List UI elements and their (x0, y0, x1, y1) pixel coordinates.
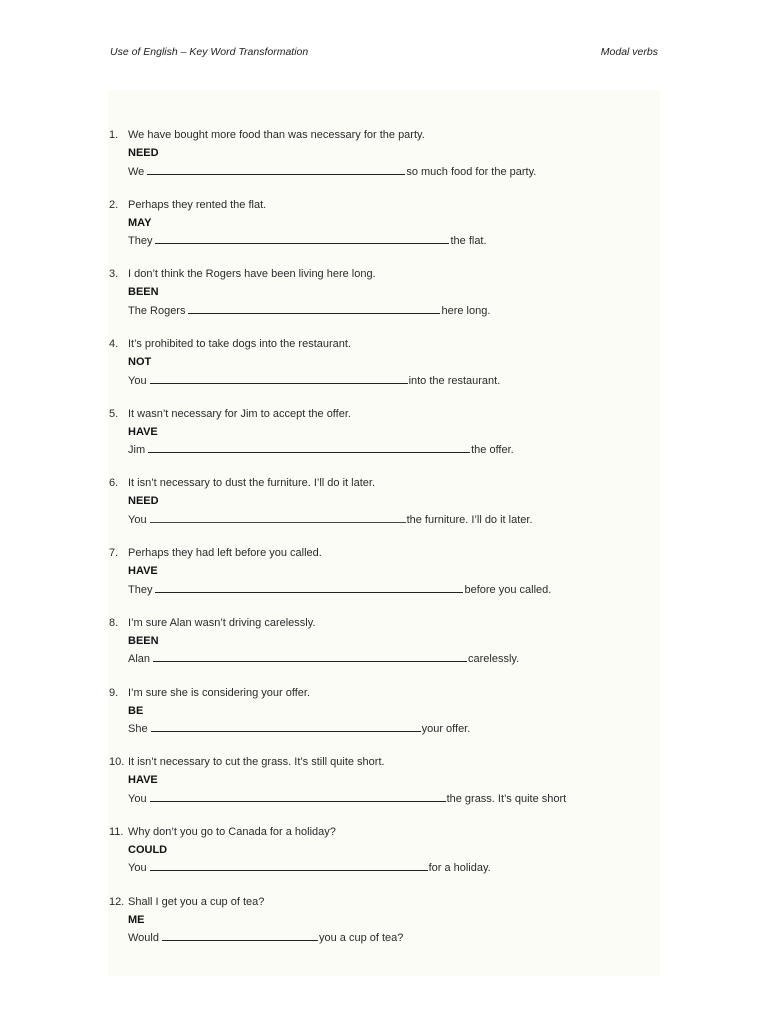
answer-line (128, 650, 519, 669)
answer-line (128, 859, 491, 878)
answer-end: so much food for the party. (406, 165, 537, 178)
question-item (108, 545, 660, 615)
question-number: 7. (109, 547, 119, 560)
answer-start: They (128, 583, 153, 596)
answer-blank[interactable] (150, 859, 428, 871)
answer-blank[interactable] (162, 929, 318, 941)
answer-end: carelessly. (468, 653, 520, 666)
original-sentence: I’m sure Alan wasn’t driving carelessly. (128, 616, 316, 629)
header-topic: Modal verbs (600, 46, 658, 58)
answer-end: before you called. (464, 583, 552, 596)
answer-blank[interactable] (155, 232, 449, 244)
key-word: NEED (128, 147, 159, 159)
answer-start: Jim (128, 444, 146, 457)
answer-start: You (128, 862, 147, 875)
answer-start: She (128, 723, 148, 735)
answer-line (128, 441, 514, 460)
key-word: NOT (128, 356, 152, 369)
answer-line (128, 302, 490, 321)
answer-line (128, 232, 487, 251)
question-item (108, 615, 660, 685)
answer-blank[interactable] (147, 163, 405, 175)
question-number: 9. (109, 686, 119, 699)
answer-end: the flat. (450, 235, 487, 248)
question-item (108, 127, 660, 197)
answer-end: for a holiday. (428, 862, 491, 875)
answer-end: here long. (441, 304, 491, 317)
question-number: 12. (109, 895, 125, 908)
key-word: MAY (128, 216, 152, 229)
answer-line (128, 511, 533, 530)
question-item (108, 197, 660, 267)
answer-end: you a cup of tea? (318, 932, 404, 945)
question-number: 6. (109, 477, 119, 490)
answer-start: The Rogers (128, 304, 186, 317)
answer-blank[interactable] (151, 720, 421, 732)
key-word: HAVE (128, 774, 158, 787)
key-word: BEEN (128, 634, 159, 647)
key-word: HAVE (128, 425, 158, 438)
question-number: 2. (109, 198, 119, 211)
question-item (108, 475, 660, 545)
question-item (108, 336, 660, 406)
question-item (108, 685, 660, 755)
original-sentence: It’s prohibited to take dogs into the restaurant. (128, 338, 351, 351)
original-sentence: Perhaps they had left before you called. (128, 547, 322, 560)
question-number: 1. (109, 129, 119, 141)
answer-blank[interactable] (150, 372, 408, 384)
answer-start: Alan (128, 653, 151, 666)
question-number: 5. (109, 407, 119, 420)
key-word: ME (128, 913, 145, 926)
page-header (110, 46, 658, 58)
answer-line (128, 929, 403, 948)
answer-blank[interactable] (148, 441, 470, 453)
question-item (108, 406, 660, 476)
key-word: BEEN (128, 286, 159, 299)
answer-start: We (128, 165, 145, 178)
original-sentence: Shall I get you a cup of tea? (128, 895, 265, 908)
answer-end: the furniture. I’ll do it later. (406, 513, 533, 526)
answer-line (128, 372, 500, 391)
original-sentence: I don’t think the Rogers have been living here long. (128, 268, 376, 281)
answer-start: They (128, 235, 153, 248)
answer-start: Would (128, 932, 159, 945)
key-word: HAVE (128, 565, 158, 578)
question-item (108, 266, 660, 336)
answer-end: the grass. It’s quite short (446, 792, 567, 805)
original-sentence: It isn’t necessary to cut the grass. It’s still quite short. (128, 756, 385, 769)
question-list (108, 127, 660, 963)
answer-end: into the restaurant. (408, 374, 501, 387)
key-word: COULD (128, 843, 168, 856)
answer-blank[interactable] (150, 511, 406, 523)
answer-start: You (128, 792, 147, 805)
answer-blank[interactable] (150, 790, 446, 802)
question-number: 4. (109, 338, 119, 351)
answer-blank[interactable] (188, 302, 440, 314)
answer-start: You (128, 374, 147, 387)
question-number: 3. (109, 268, 119, 281)
answer-blank[interactable] (153, 650, 467, 662)
question-item (108, 894, 660, 964)
question-number: 11. (109, 825, 124, 838)
question-number: 8. (109, 616, 119, 629)
key-word: BE (128, 704, 144, 717)
question-number: 10. (109, 756, 125, 769)
question-item (108, 824, 660, 894)
answer-start: You (128, 513, 147, 526)
answer-line (128, 581, 551, 600)
answer-blank[interactable] (155, 581, 463, 593)
original-sentence: Why don’t you go to Canada for a holiday? (128, 825, 336, 838)
answer-line (128, 720, 470, 739)
original-sentence: It isn’t necessary to dust the furniture. I’ll do it later. (128, 477, 376, 490)
question-item (108, 754, 660, 824)
original-sentence: I’m sure she is considering your offer. (128, 686, 310, 699)
answer-line (128, 790, 566, 809)
answer-line (128, 163, 536, 182)
original-sentence: It wasn’t necessary for Jim to accept the offer. (128, 407, 351, 420)
answer-end: the offer. (471, 444, 514, 457)
original-sentence: Perhaps they rented the flat. (128, 198, 267, 211)
header-title: Use of English – Key Word Transformation (110, 46, 309, 58)
key-word: NEED (128, 495, 159, 508)
original-sentence: We have bought more food than was necessary for the party. (128, 129, 425, 141)
answer-end: your offer. (421, 723, 471, 735)
